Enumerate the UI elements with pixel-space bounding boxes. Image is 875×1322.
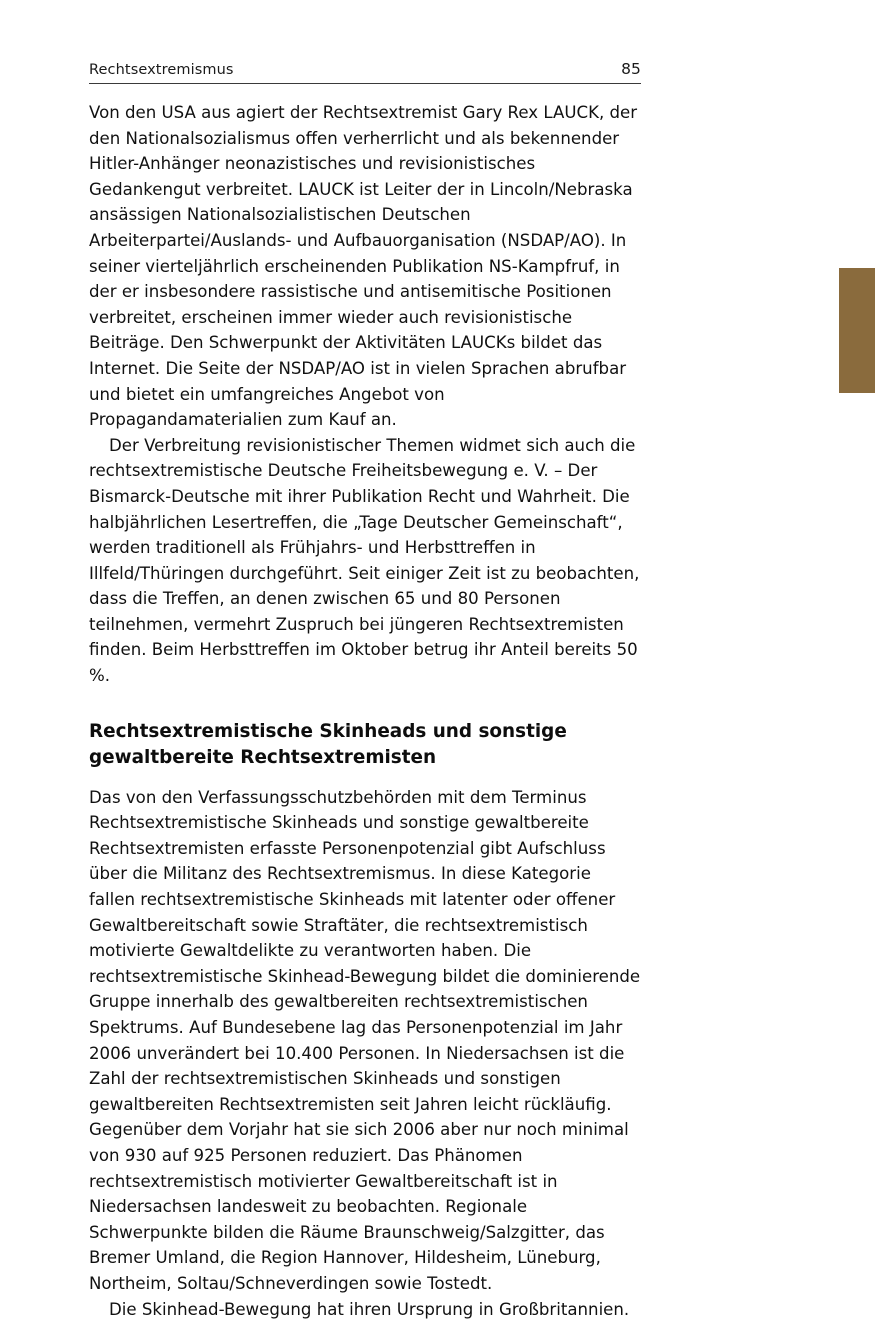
paragraph-4: Die Skinhead-Bewegung hat ihren Ursprung in Großbritannien.: [109, 1299, 630, 1319]
paragraph-1: Von den USA aus agiert der Rechtsextremist Gary Rex LAUCK, der den Nationalsozialismus offen verherrlicht und als bekennender Hitler-Anhänger neonazistisches und revisionistisches Gedankengut verbreitet. LAUCK ist Leiter der in Lincoln/Nebraska ansässigen Nationalsozialistischen Deutschen Arbeiterpartei/Auslands- und Aufbauorganisation (NSDAP/AO). In seiner vierteljährlich erscheinenden Publikation NS-Kampfruf, in der er insbesondere rassistische und antisemitische Positionen verbreitet, erscheinen immer wieder auch revisionistische Beiträge. Den Schwerpunkt der Aktivitäten LAUCKs bildet das Internet. Die Seite der NSDAP/AO ist in vielen Sprachen abrufbar und bietet ein umfangreiches Angebot von Propagandamaterialien zum Kauf an.: [89, 103, 638, 430]
body-text: [89, 100, 641, 1322]
running-head: [89, 60, 641, 84]
paragraph-2: Der Verbreitung revisionistischer Themen widmet sich auch die rechtsextremistische Deutsche Freiheitsbewegung e. V. – Der Bismarck-Deutsche mit ihrer Publikation Recht und Wahrheit. Die halbjährlichen Lesertreffen, die „Tage Deutscher Gemeinschaft“, werden traditionell als Frühjahrs- und Herbsttreffen in Illfeld/Thüringen durchgeführt. Seit einiger Zeit ist zu beobachten, dass die Treffen, an denen zwischen 65 und 80 Personen teilnehmen, vermehrt Zuspruch bei jüngeren Rechtsextremisten finden. Beim Herbsttreffen im Oktober betrug ihr Anteil bereits 50 %.: [89, 435, 640, 686]
page-number: 85: [621, 60, 641, 78]
paragraph-3: Das von den Verfassungsschutzbehörden mit dem Terminus Rechtsextremistische Skinheads und sonstige gewaltbereite Rechtsextremisten erfasste Personenpotenzial gibt Aufschluss über die Militanz des Rechtsextremismus. In diese Kategorie fallen rechtsextremistische Skinheads mit latenter oder offener Gewaltbereitschaft sowie Straftäter, die rechtsextremistisch motivierte Gewaltdelikte zu verantworten haben. Die rechtsextremistische Skinhead-Bewegung bildet die dominierende Gruppe innerhalb des gewaltbereiten rechtsextremistischen Spektrums. Auf Bundesebene lag das Personenpotenzial im Jahr 2006 unverändert bei 10.400 Personen. In Niedersachsen ist die Zahl der rechtsextremistischen Skinheads und sonstigen gewaltbereiten Rechtsextremisten seit Jahren leicht rückläufig. Gegenüber dem Vorjahr hat sie sich 2006 aber nur noch minimal von 930 auf 925 Personen reduziert. Das Phänomen rechtsextremistisch motivierter Gewaltbereitschaft ist in Niedersachsen landesweit zu beobachten. Regionale Schwerpunkte bilden die Räume Braunschweig/Salzgitter, das Bremer Umland, die Region Hannover, Hildesheim, Lüneburg, Northeim, Soltau/Schneverdingen sowie Tostedt.: [89, 787, 641, 1293]
section-heading: Rechtsextremistische Skinheads und sonstige gewaltbereite Rechtsextremisten: [89, 720, 567, 768]
page-content: [89, 60, 641, 1322]
chapter-thumb-tab: [839, 268, 875, 393]
running-head-title: Rechtsextremismus: [89, 62, 234, 78]
